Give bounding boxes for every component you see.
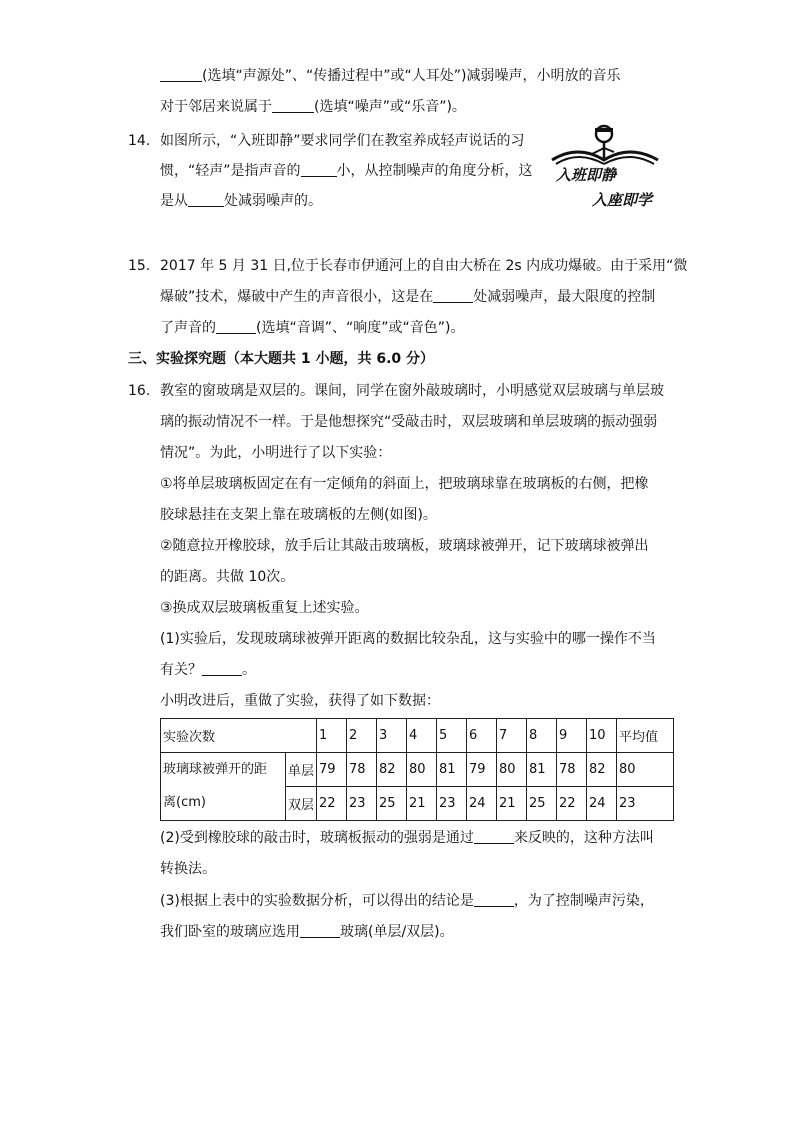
answer-blank[interactable]: [160, 67, 202, 82]
table-row: [161, 719, 674, 753]
q16-sub1-line1: (1)实验后，发现玻璃球被弹开距离的数据比较杂乱，这与实验中的哪一操作不当: [160, 631, 656, 647]
q15-line2: 爆破”技术，爆破中产生的声音很小，这是在 处减弱噪声，最大限度的控制: [160, 289, 656, 305]
q16-sub2-line1: (2)受到橡胶球的敲击时，玻璃板振动的强弱是通过 来反映的，这种方法叫: [160, 830, 654, 846]
q16-sub2-line2: 转换法。: [160, 861, 216, 877]
section-heading: 三、实验探究题（本大题共 1 小题，共 6.0 分）: [128, 351, 435, 367]
q16-line1: 教室的窗玻璃是双层的。课间，同学在窗外敲玻璃时，小明感觉双层玻璃与单层玻: [160, 383, 664, 399]
answer-blank[interactable]: [474, 892, 514, 907]
table-cell: 80: [497, 753, 527, 787]
q16-step2-line2: 的距离。共做 10次。: [160, 569, 295, 585]
table-cell: 10: [587, 719, 617, 753]
table-cell: 6: [467, 719, 497, 753]
figure-caption-2: 入座即学: [592, 191, 653, 209]
q16-sub1-line2: 有关？ 。: [160, 662, 256, 678]
q16-sub3-line1: (3)根据上表中的实验数据分析，可以得出的结论是 ，为了控制噪声污染，: [160, 893, 654, 909]
table-cell: 82: [377, 753, 407, 787]
table-cell: 2: [347, 719, 377, 753]
experiment-data-table: [160, 718, 674, 821]
table-cell: 7: [497, 719, 527, 753]
table-cell: 23: [347, 787, 377, 821]
table-cell: 78: [557, 753, 587, 787]
table-cell: 23: [617, 787, 674, 821]
answer-blank[interactable]: [474, 829, 514, 844]
table-cell: 4: [407, 719, 437, 753]
table-cell: 5: [437, 719, 467, 753]
table-cell: 22: [317, 787, 347, 821]
table-cell: 81: [437, 753, 467, 787]
table-cell: 78: [347, 753, 377, 787]
table-cell: 21: [407, 787, 437, 821]
answer-blank[interactable]: [272, 98, 314, 113]
table-row-label: 玻璃球被弹开的距 离(cm): [161, 753, 286, 821]
q16-sub3-line2: 我们卧室的玻璃应选用 玻璃(单层/双层)。: [160, 924, 454, 940]
q16-step1-line1: ①将单层玻璃板固定在有一定倾角的斜面上，把玻璃球靠在玻璃板的右侧，把橡: [160, 476, 649, 492]
answer-blank[interactable]: [188, 192, 224, 207]
table-cell: 25: [377, 787, 407, 821]
table-cell: 22: [557, 787, 587, 821]
q16-line2: 璃的振动情况不一样。于是他想探究“受敲击时，双层玻璃和单层玻璃的振动强弱: [160, 414, 658, 430]
q14-line2: 惯，“轻声”是指声音的 小，从控制噪声的角度分析，这: [160, 163, 533, 179]
answer-blank[interactable]: [216, 319, 256, 334]
table-cell: 3: [377, 719, 407, 753]
answer-blank[interactable]: [301, 162, 337, 177]
table-row: [161, 753, 674, 787]
table-cell: 24: [587, 787, 617, 821]
question-number-15: 15.: [128, 258, 151, 274]
q14-line1: 如图所示，“入班即静”要求同学们在教室养成轻声说话的习: [160, 133, 525, 149]
q16-step1-line2: 胶球悬挂在支架上靠在玻璃板的左侧(如图)。: [160, 507, 437, 523]
table-cell: 24: [467, 787, 497, 821]
table-cell: 80: [617, 753, 674, 787]
answer-blank[interactable]: [433, 288, 473, 303]
table-cell: 79: [317, 753, 347, 787]
table-cell: 21: [497, 787, 527, 821]
q15-line1: 2017 年 5 月 31 日,位于长春市伊通河上的自由大桥在 2s 内成功爆破。由于采用“微: [160, 258, 688, 274]
table-avg-header: 平均值: [617, 719, 674, 753]
table-single-label: 单层: [286, 753, 317, 787]
q16-step2-line1: ②随意拉开橡胶球，放手后让其敲击玻璃板，玻璃球被弹开，记下玻璃球被弹出: [160, 538, 649, 554]
table-cell: 1: [317, 719, 347, 753]
table-cell: 9: [557, 719, 587, 753]
q13-line2: 对于邻居来说属于 (选填“噪声”或“乐音”)。: [160, 99, 466, 115]
q16-line3: 情况”。为此，小明进行了以下实验：: [160, 445, 392, 461]
q16-improve: 小明改进后，重做了实验，获得了如下数据：: [160, 693, 440, 709]
q15-line3: 了声音的 (选填“音调”、“响度”或“音色”)。: [160, 320, 465, 336]
q14-line3: 是从 处减弱噪声的。: [160, 193, 322, 209]
table-cell: 80: [407, 753, 437, 787]
figure-caption-1: 入班即静: [556, 166, 617, 184]
table-cell: 82: [587, 753, 617, 787]
table-cell: 8: [527, 719, 557, 753]
table-cell: 23: [437, 787, 467, 821]
question-number-14: 14.: [128, 133, 151, 149]
answer-blank[interactable]: [202, 661, 242, 676]
table-cell: 25: [527, 787, 557, 821]
answer-blank[interactable]: [300, 923, 340, 938]
table-cell: 81: [527, 753, 557, 787]
table-double-label: 双层: [286, 787, 317, 821]
q16-step3: ③换成双层玻璃板重复上述实验。: [160, 600, 369, 616]
table-cell: 79: [467, 753, 497, 787]
question-number-16: 16.: [128, 383, 151, 399]
table-header-label: 实验次数: [161, 719, 317, 753]
q13-line1: (选填“声源处”、“传播过程中”或“人耳处”)减弱噪声，小明放的音乐: [160, 66, 620, 86]
